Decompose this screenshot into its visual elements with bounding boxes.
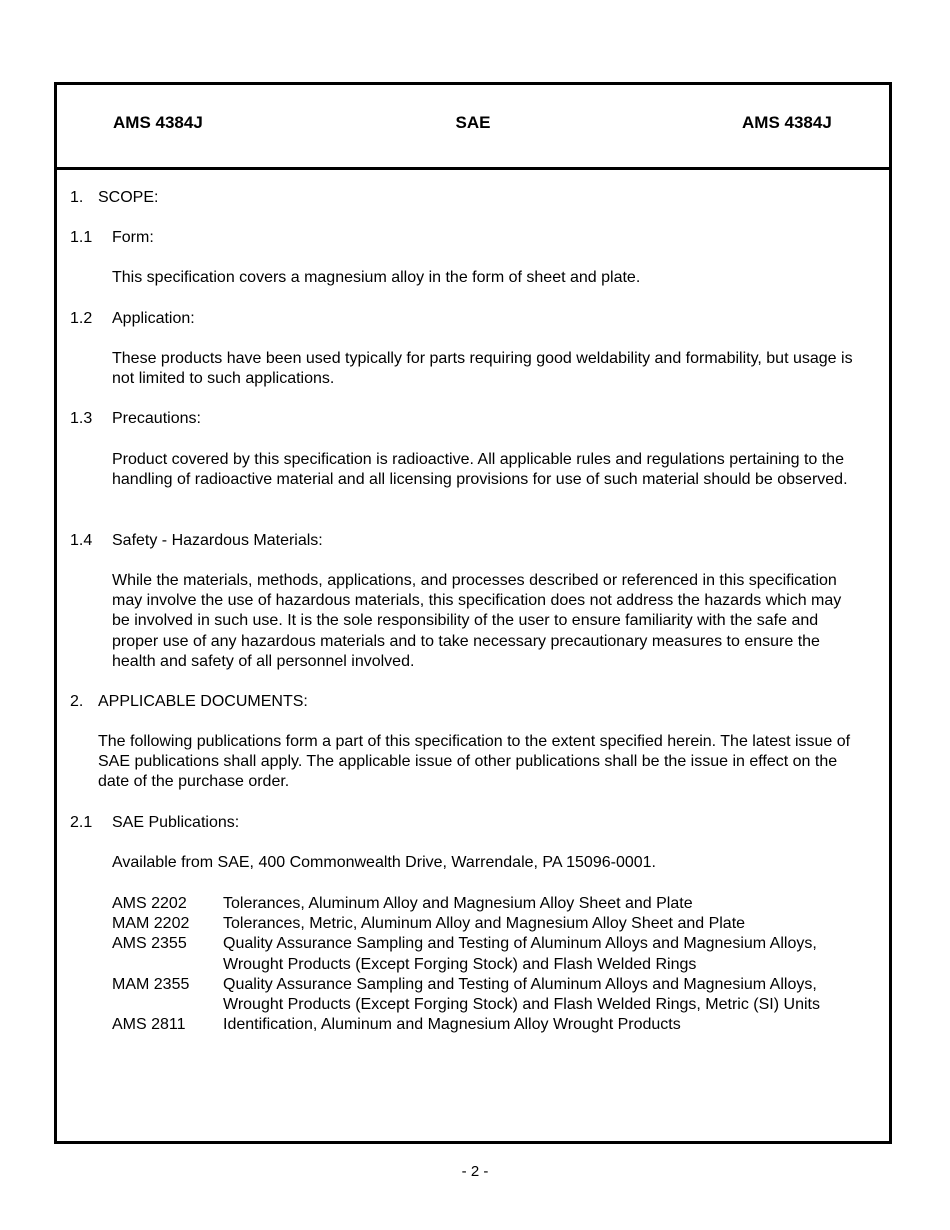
section-2-1-text: Available from SAE, 400 Commonwealth Drive, Warrendale, PA 15096-0001.	[112, 854, 656, 871]
section-number: 2.1	[70, 814, 93, 831]
reference-code: MAM 2202	[112, 915, 190, 933]
references-list	[112, 894, 867, 1035]
section-1-2-heading	[70, 309, 195, 329]
section-number: 1.	[70, 189, 84, 206]
section-1-1-heading	[70, 228, 154, 248]
section-title: APPLICABLE DOCUMENTS:	[98, 693, 308, 710]
section-number: 1.3	[70, 410, 93, 427]
section-number: 1.4	[70, 532, 93, 549]
reference-title: Tolerances, Aluminum Alloy and Magnesium Alloy Sheet and Plate	[223, 895, 693, 912]
section-1-heading	[70, 188, 159, 208]
section-1-4-text: While the materials, methods, applications, and processes described or referenced in this specification may involve the use of hazardous materials, this specification does not address the hazards which may be involved in such use. It is the sole responsibility of the user to ensure familiarity with the safe and proper use of any hazardous materials and to take necessary precautionary measures to ensure the health and safety of all personnel involved.	[112, 572, 842, 670]
reference-title: Quality Assurance Sampling and Testing of Aluminum Alloys and Magnesium Alloys, Wrought Products (Except Forging Stock) and Flash Welded Rings, Metric (SI) Units	[223, 975, 820, 1014]
reference-row	[112, 975, 867, 1015]
header-publisher: SAE	[455, 113, 491, 132]
section-1-1-text: This specification covers a magnesium alloy in the form of sheet and plate.	[112, 269, 641, 286]
section-title: SCOPE:	[98, 189, 159, 206]
header-doc-number-left: AMS 4384J	[113, 113, 203, 132]
reference-code: AMS 2355	[112, 935, 187, 953]
section-title: Form:	[112, 229, 154, 246]
section-2-text: The following publications form a part of this specification to the extent specified herein. The latest issue of SAE publications shall apply. The applicable issue of other publications shall be the issue in effect on the date of the purchase order.	[98, 733, 851, 791]
reference-code: MAM 2355	[112, 975, 190, 993]
section-title: Application:	[112, 310, 195, 327]
section-1-3-heading	[70, 409, 201, 429]
reference-row	[112, 914, 867, 934]
section-title: Safety - Hazardous Materials:	[112, 532, 323, 549]
section-title: Precautions:	[112, 410, 201, 427]
section-1-2-text: These products have been used typically for parts requiring good weldability and formability, but usage is not limited to such applications.	[112, 350, 853, 388]
reference-code: AMS 2811	[112, 1016, 186, 1034]
section-title: SAE Publications:	[112, 814, 240, 831]
section-2-heading	[70, 692, 308, 712]
reference-code: AMS 2202	[112, 895, 187, 912]
reference-title: Tolerances, Metric, Aluminum Alloy and Magnesium Alloy Sheet and Plate	[223, 915, 746, 933]
reference-title: Quality Assurance Sampling and Testing of Aluminum Alloys and Magnesium Alloys, Wrought Products (Except Forging Stock) and Flash Welded Rings	[223, 935, 817, 973]
document-header	[57, 85, 889, 170]
header-doc-number-right: AMS 4384J	[742, 113, 832, 132]
section-1-4-heading	[70, 531, 323, 551]
section-number: 1.1	[70, 229, 93, 246]
reference-row	[112, 934, 867, 974]
section-number: 1.2	[70, 310, 93, 327]
section-1-3-text: Product covered by this specification is radioactive. All applicable rules and regulations pertaining to the handling of radioactive material and all licensing provisions for use of such material should be observed.	[112, 451, 848, 489]
reference-row	[112, 1015, 867, 1035]
reference-title: Identification, Aluminum and Magnesium Alloy Wrought Products	[223, 1016, 681, 1034]
page-number: - 2 -	[461, 1163, 489, 1180]
reference-row	[112, 894, 867, 914]
section-2-1-heading	[70, 813, 240, 833]
section-number: 2.	[70, 693, 84, 710]
